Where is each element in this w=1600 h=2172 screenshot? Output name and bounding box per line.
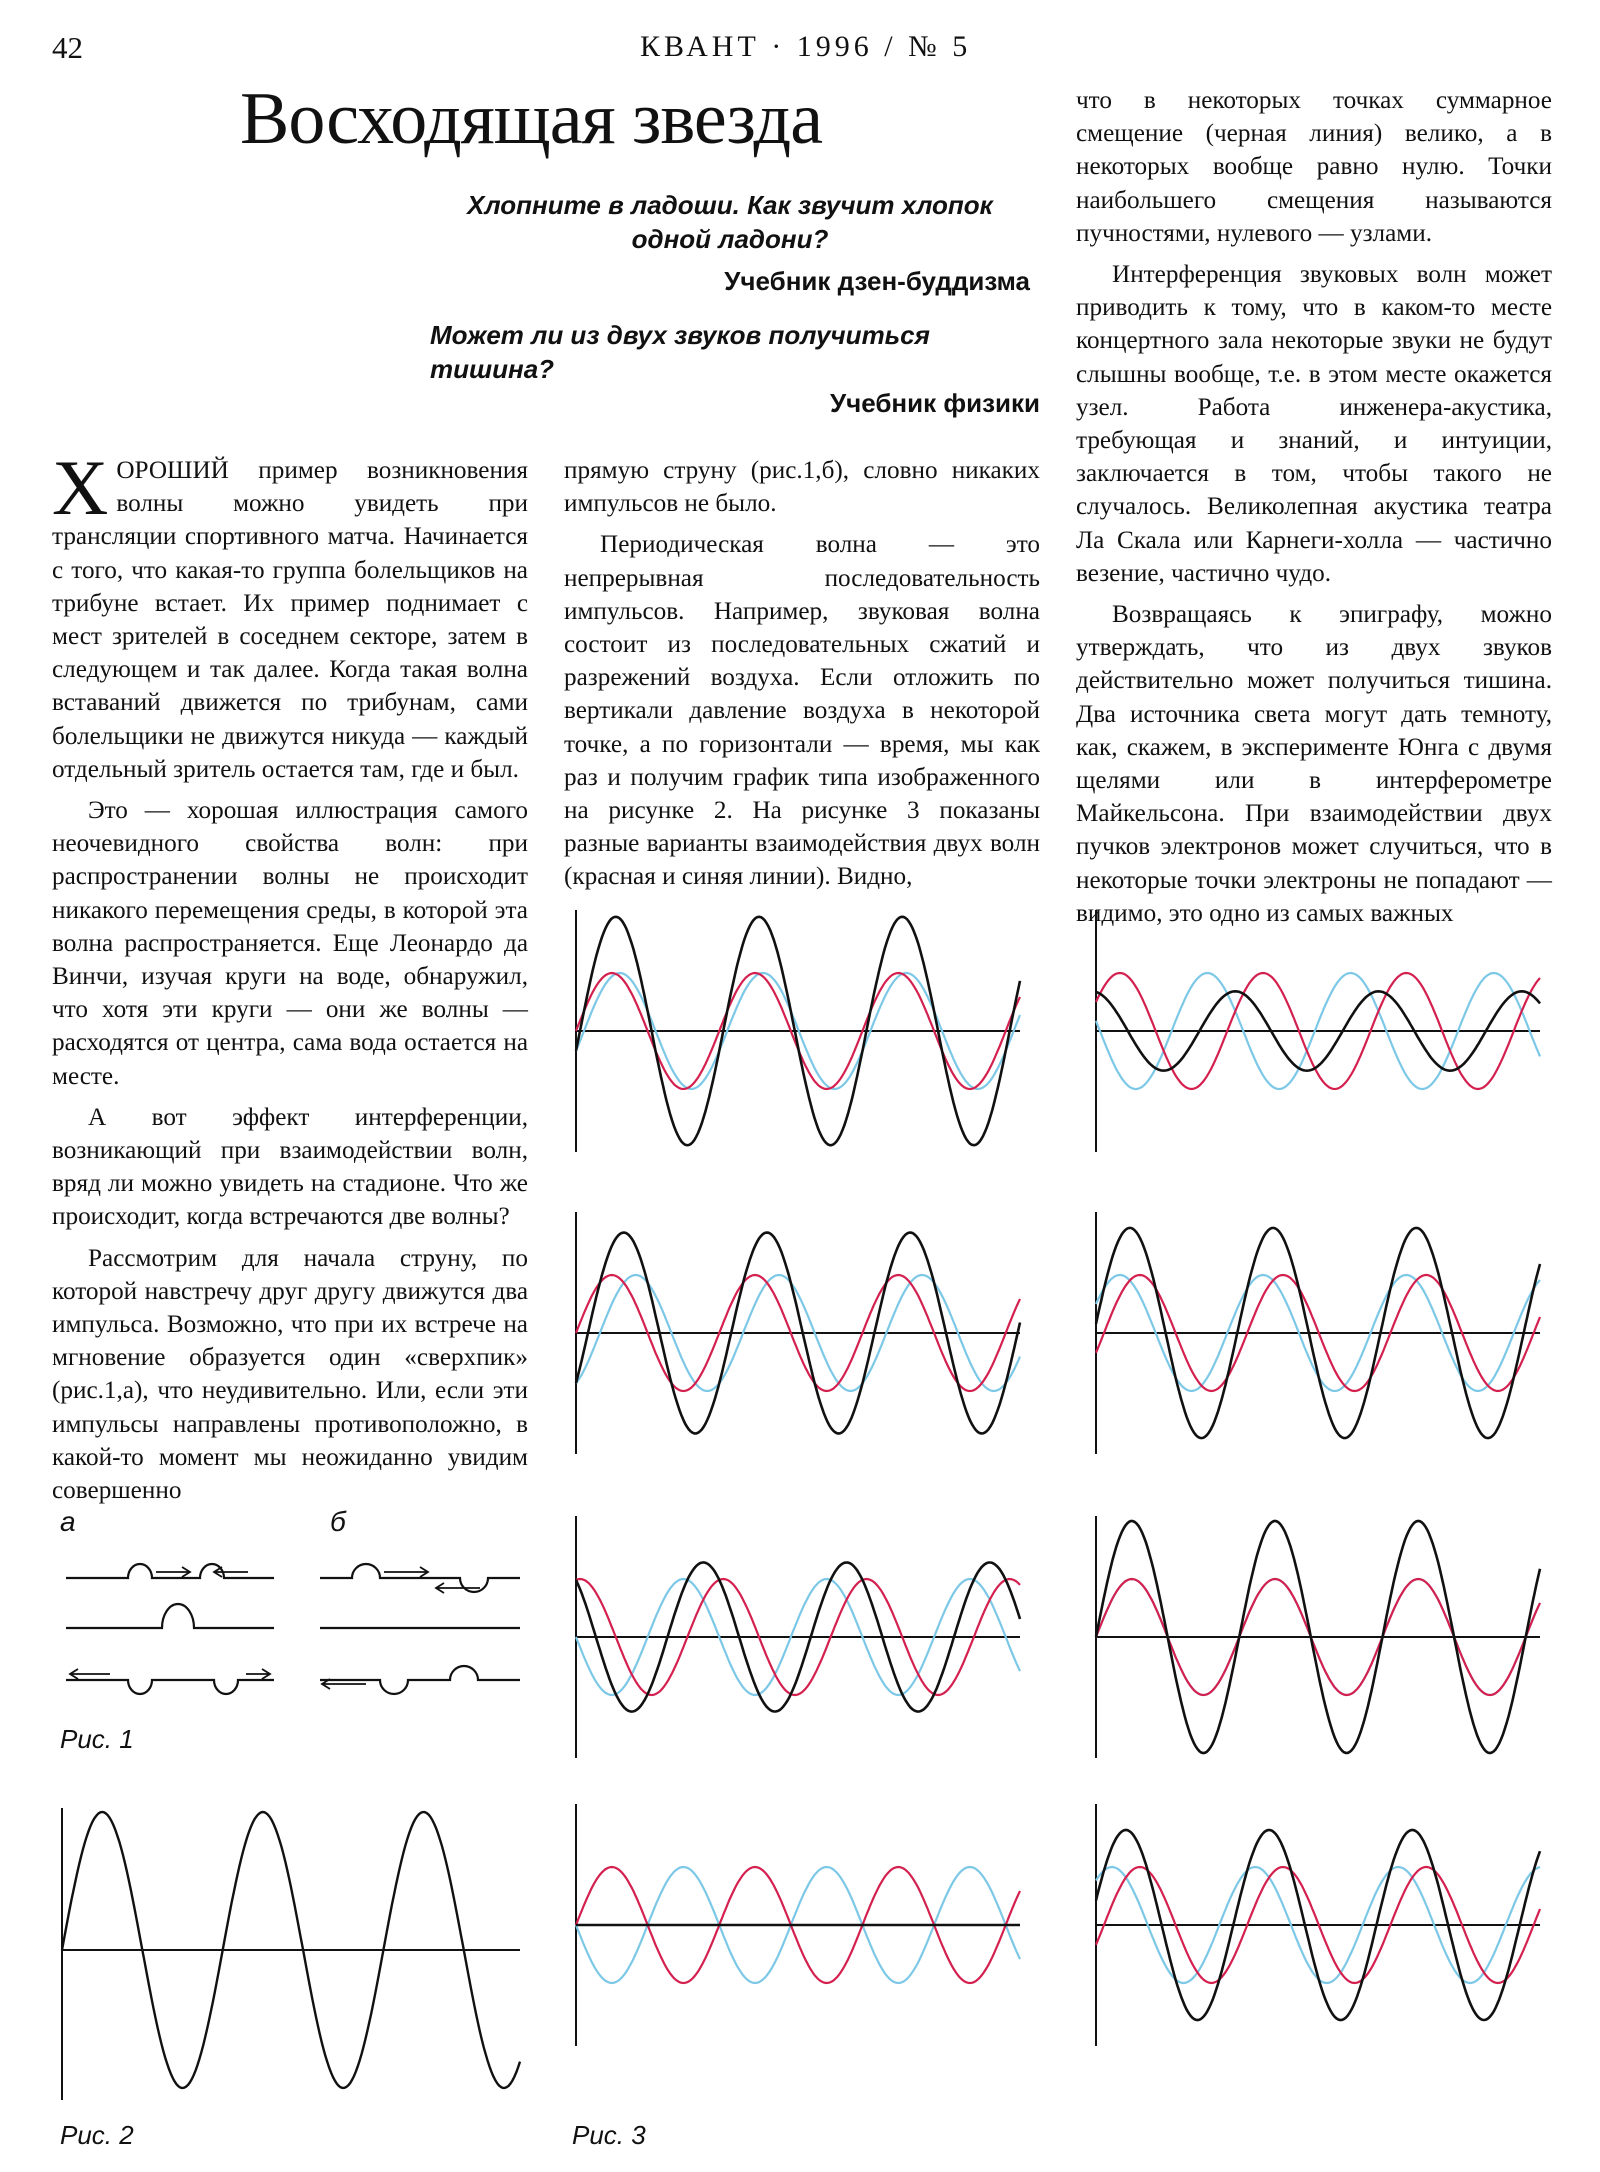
fig3-panel-3 [570,1208,1030,1458]
epigraph-1-source: Учебник дзен-буддизма [724,266,1030,296]
arrow-left [214,1567,248,1577]
drop-cap: Х [52,444,109,531]
fig3-panel-7 [570,1800,1030,2050]
first-line-caps: ОРОШИЙ [116,457,229,484]
epigraph-2 [430,318,1040,420]
fig3-panel-8 [1090,1800,1550,2050]
paragraph: прямую струну (рис.1,б), словно никаких импульсов не было. [564,457,1040,518]
fig1-label-b: б [330,1506,346,1537]
fig3-panel-2 [1090,906,1550,1156]
fig3-panel-4 [1090,1208,1550,1458]
paragraph: что в некоторых точках суммарное смещение (черная линия) велико, а в некоторых вообще равно нулю. Точки наибольшего смещения называются пучностями, нулевого — узлами. [1076,87,1552,247]
text-column-2 [564,454,1040,902]
arrow-right [246,1669,270,1679]
paragraph: Рассмотрим для начала струну, по которой навстречу друг другу движутся два импульса. Возможно, что при их встрече на мгновение образуется один «сверхпик» (рис.1,а), что неудивительно. Или, если эти импульсы направлены противоположно, в какой-то момент мы неожиданно увидим совершенно [52,1244,528,1505]
fig3-panel-5 [570,1512,1030,1762]
fig3-panel-6 [1090,1512,1550,1762]
epigraph-1-quote: Хлопните в ладоши. Как звучит хлопок одной ладони? [467,190,993,254]
epigraph-1 [430,188,1030,298]
arrow-right [384,1567,428,1577]
fig2-caption: Рис. 2 [60,2120,134,2150]
paragraph: Периодическая волна — это непрерывная последовательность импульсов. Например, звуковая волна состоит из последовательных сжатий и разрежений воздуха. Если отложить по вертикали давление воздуха в некоторой точке, а по горизонтали — время, мы как раз и получим график типа изображенного на рисунке 2. На рисунке 3 показаны разные варианты взаимодействия двух волн (красная и синяя линии). Видно, [564,531,1040,891]
fig1a-string-1 [66,1564,274,1578]
arrow-right [156,1567,190,1577]
figure-1-pulses [50,1540,550,1730]
fig1-label-a: а [60,1506,76,1537]
paragraph: Это — хорошая иллюстрация самого неочевидного свойства волн: при распространении волны не происходит никакого перемещения среды, в которой эта волна распространяется. Еще Леонардо да Винчи, изучая круги на воде, обнаружил, что хотя эти круги — они же волны — расходятся от центра, сама вода остается на месте. [52,797,528,1090]
fig3-panel-1 [570,906,1030,1156]
text-column-1 [52,444,528,1515]
paragraph: А вот эффект интерференции, возникающий при взаимодействии волн, вряд ли можно увидеть на стадионе. Что же происходит, когда встречаются две волны? [52,1103,528,1231]
page-number: 42 [52,30,83,65]
running-head: КВАНТ · 1996 / № 5 [640,30,972,63]
text-column-3 [1076,84,1552,938]
fig3-caption: Рис. 3 [572,2120,646,2150]
epigraph-2-quote: Может ли из двух звуков получиться тишина? [430,320,930,384]
paragraph: ХОРОШИЙ пример возникновения волны можно увидеть при трансляции спортивного матча. Начинается с того, что какая-то группа болельщиков на трибуне встает. Их пример поднимает с мест зрителей в соседнем секторе, затем в следующем и так далее. Когда такая волна вставаний движется по трибунам, сами болельщики не движутся никуда — каждый отдельный зритель остается там, где и был. [52,444,528,783]
arrow-left [70,1669,110,1679]
fig1a-string-2 [66,1604,274,1628]
article-title: Восходящая звезда [240,78,823,160]
paragraph: Интерференция звуковых волн может приводить к тому, что в каком-то месте концертного зала некоторые звуки не будут слышны вообще, т.е. в этом месте окажется узел. Работа инженера-акустика, требующая и знаний, и интуиции, заключается в том, чтобы такого не случалось. Великолепная акустика театра Ла Скала или Карнеги-холла — частично везение, частично чудо. [1076,261,1552,587]
fig1-caption: Рис. 1 [60,1724,134,1754]
fig1a-string-3 [66,1680,274,1694]
paragraph: Возвращаясь к эпиграфу, можно утверждать, что из двух звуков действительно может получиться тишина. Два источника света могут дать темноту, как, скажем, в эксперименте Юнга с двумя щелями или в интерферометре Майкельсона. При взаимодействии двух пучков электронов может случиться, что в некоторые точки электроны не попадают — видимо, это одно из самых важных [1076,601,1552,927]
fig1b-string-1 [320,1564,520,1592]
epigraph-2-source: Учебник физики [829,388,1040,418]
fig1b-string-3 [320,1666,520,1694]
figure-2-wave [50,1790,530,2110]
